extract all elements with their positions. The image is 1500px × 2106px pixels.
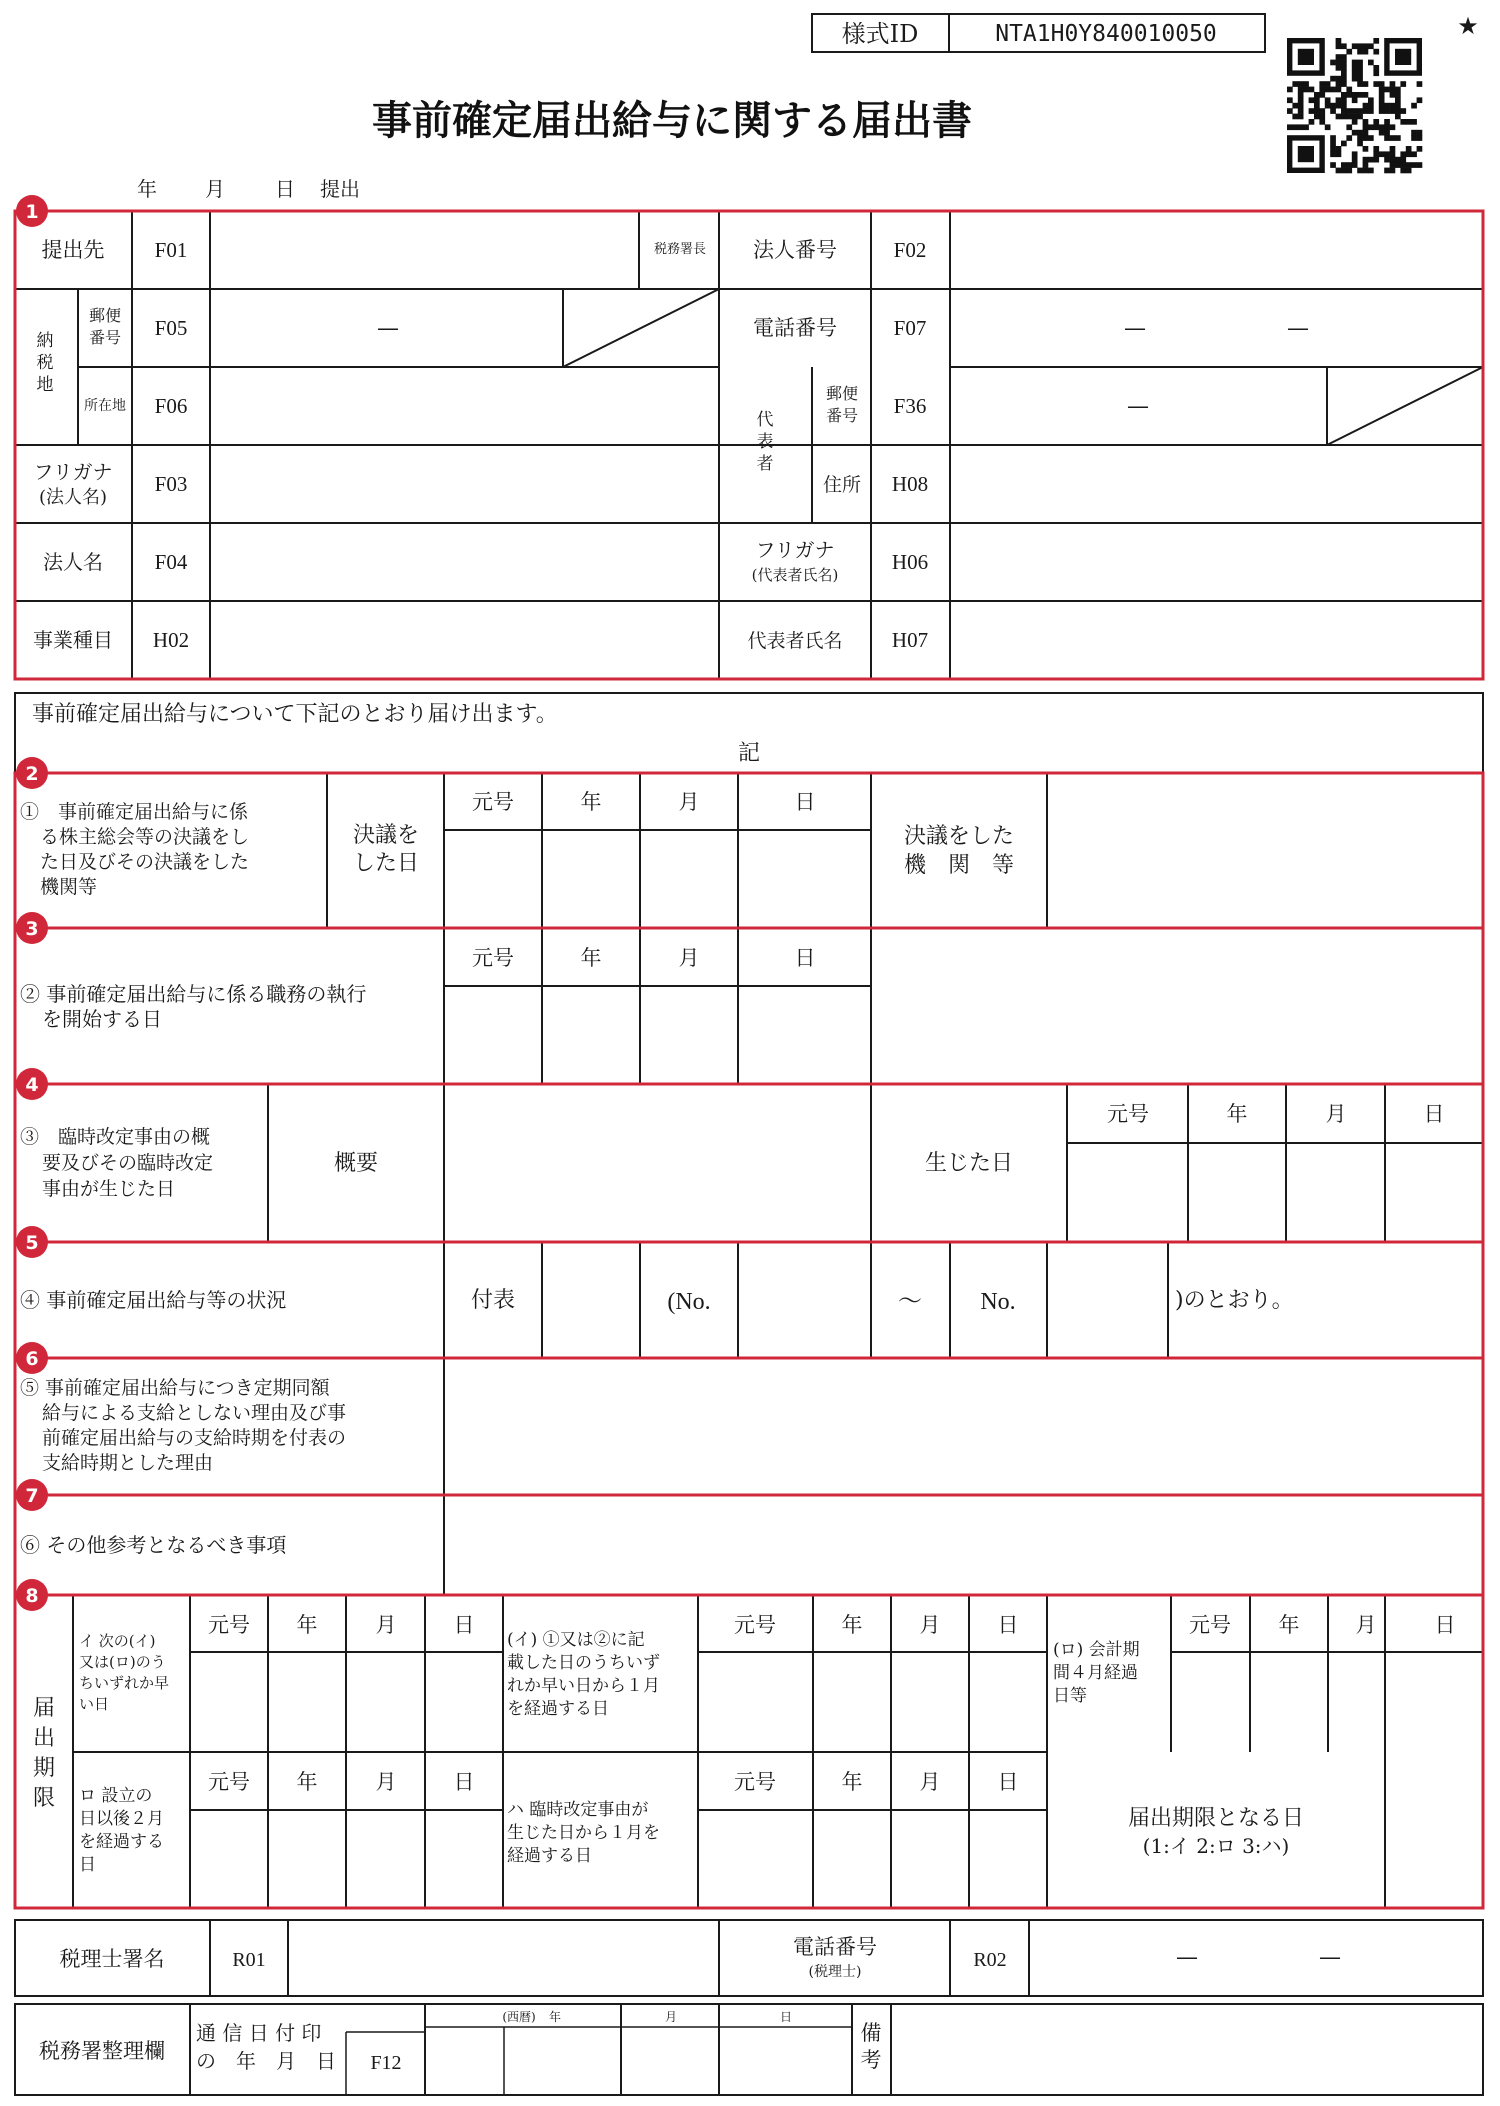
s4-label-1: ③ 臨時改定事由の概 <box>20 1126 211 1148</box>
section-badge-7 <box>16 1479 48 1511</box>
tax-accountant-label: 税理士署名 <box>59 1947 165 1971</box>
s4-era-head: 元号 <box>1107 1102 1149 1126</box>
s4-year-head: 年 <box>1226 1102 1248 1126</box>
section-badge-1 <box>16 195 48 227</box>
applicant-table <box>15 211 1483 679</box>
s8-d-era-head: 元号 <box>208 1770 250 1794</box>
s3-day-head: 日 <box>794 946 816 970</box>
rep-name-paren-label: (代表者氏名) <box>751 566 839 584</box>
s5-tilde: 〜 <box>898 1287 922 1315</box>
s8-a-era-head: 元号 <box>208 1613 250 1637</box>
section-badge-2-number: 2 <box>25 763 39 785</box>
s3-era-head: 元号 <box>472 946 514 970</box>
nozeichi-label-2: 税 <box>36 353 54 373</box>
s8-b-year-head: 年 <box>841 1613 863 1637</box>
s5-attached-label: 付表 <box>470 1288 516 1313</box>
s8-e-year-head: 年 <box>841 1770 863 1794</box>
s3-year-head: 年 <box>580 946 602 970</box>
f36-code: F36 <box>893 394 927 418</box>
f07-code: F07 <box>893 316 927 340</box>
corp-name-paren-label: (法人名) <box>38 487 108 508</box>
s8-ii-label-1: (イ) ①又は②に記 <box>507 1630 645 1650</box>
f03-code: F03 <box>154 472 188 496</box>
tax-office-head-label: 税務署長 <box>653 242 707 257</box>
s8-ha-label-3: 経過する日 <box>507 1846 592 1866</box>
business-type-label: 事業種目 <box>33 628 113 652</box>
date-year: 年 <box>137 177 157 201</box>
s8-ro-label-1: ロ 設立の <box>79 1786 153 1806</box>
s4-label-2: 要及びその臨時改定 <box>42 1152 214 1174</box>
s8-d-year-head: 年 <box>296 1770 318 1794</box>
s8-deadline-3: 期 <box>32 1756 56 1781</box>
intro-text: 事前確定届出給与について下記のとおり届け出ます。 <box>32 702 558 727</box>
s8-e-month-head: 月 <box>919 1770 941 1794</box>
r02-code: R02 <box>973 1949 1007 1971</box>
s6-label-3: 前確定届出給与の支給時期を付表の <box>42 1427 347 1449</box>
section-badge-1-number: 1 <box>25 201 39 223</box>
s8-i-label-3: ちいずれか早 <box>79 1674 170 1692</box>
phone-dash-1: — <box>1124 316 1146 341</box>
s8-i-label-1: イ 次の(イ) <box>79 1632 156 1650</box>
corp-number-label: 法人番号 <box>753 238 837 262</box>
s8-c-day-head: 日 <box>1434 1613 1456 1637</box>
s5-close: )のとおり。 <box>1175 1288 1294 1313</box>
s4-label-3: 事由が生じた日 <box>42 1178 176 1200</box>
s8-ha-label-1: ハ 臨時改定事由が <box>507 1800 649 1820</box>
ta-phone-sub: (税理士) <box>808 1964 862 1980</box>
section-4-frame <box>15 1084 1483 1242</box>
s8-ro-top-3: 日等 <box>1053 1686 1087 1706</box>
s8-a-month-head: 月 <box>375 1613 397 1637</box>
rep-label-2: 表 <box>756 432 774 452</box>
s6-label-1: ⑤ 事前確定届出給与につき定期同額 <box>20 1377 330 1399</box>
date-submitted: 提出 <box>320 177 360 201</box>
form-id-label: 様式ID <box>841 20 919 48</box>
office-month-label: 月 <box>664 2010 678 2024</box>
rep-label-3: 者 <box>756 454 774 474</box>
ta-phone-dash-2: — <box>1319 1945 1341 1970</box>
phone-label: 電話番号 <box>753 316 837 340</box>
s2-resolved-date-2: した日 <box>352 851 420 876</box>
section-badge-2 <box>16 757 48 789</box>
s8-deadline-day-1: 届出期限となる日 <box>1127 1806 1305 1831</box>
s2-label-3: た日及びその決議をした <box>40 851 250 873</box>
section-badge-3-number: 3 <box>25 918 39 940</box>
s8-ro-label-4: 日 <box>79 1855 96 1875</box>
rep-name-label: 代表者氏名 <box>747 630 843 652</box>
form-id-value: NTA1H0Y840010050 <box>995 21 1217 47</box>
s8-ii-label-4: を経過する日 <box>507 1699 609 1719</box>
s8-ii-label-3: れか早い日から１月 <box>507 1676 660 1696</box>
s2-resolved-date-1: 決議を <box>352 823 420 848</box>
section-badge-7-number: 7 <box>25 1485 39 1507</box>
submit-to-label: 提出先 <box>41 238 105 262</box>
office-day-label: 日 <box>779 2010 793 2024</box>
s8-deadline-1: 届 <box>32 1696 56 1721</box>
s2-day-head: 日 <box>794 790 816 814</box>
rep-postal-label-2: 番号 <box>825 406 859 425</box>
f02-code: F02 <box>893 238 927 262</box>
s8-ro-top-1: (ロ) 会計期 <box>1053 1640 1140 1660</box>
phone-dash-2: — <box>1287 316 1309 341</box>
s8-d-month-head: 月 <box>375 1770 397 1794</box>
s8-c-year-head: 年 <box>1278 1613 1300 1637</box>
seireki-label: (西暦) <box>502 2010 536 2024</box>
s8-deadline-2: 出 <box>32 1726 56 1751</box>
ki-label: 記 <box>737 741 761 766</box>
h06-code: H06 <box>891 550 929 574</box>
postal-label-1: 郵便 <box>88 306 122 325</box>
section-badge-4-number: 4 <box>25 1074 39 1096</box>
s8-b-month-head: 月 <box>919 1613 941 1637</box>
s2-organ-1: 決議をした <box>903 824 1015 849</box>
s4-month-head: 月 <box>1325 1102 1347 1126</box>
s3-label-2: を開始する日 <box>42 1007 162 1031</box>
office-year-label: 年 <box>548 2010 562 2024</box>
date-day: 日 <box>275 177 295 201</box>
s4-day-head: 日 <box>1423 1102 1445 1126</box>
rep-postal-dash: — <box>1127 394 1149 419</box>
qr-code-icon <box>1287 38 1422 173</box>
h02-code: H02 <box>152 628 190 652</box>
s2-organ-2: 機 関 等 <box>903 853 1015 878</box>
postal-label-2: 番号 <box>88 328 122 347</box>
s8-i-label-4: い日 <box>79 1695 110 1713</box>
s8-c-era-head: 元号 <box>1189 1613 1231 1637</box>
section-badge-3 <box>16 912 48 944</box>
date-month: 月 <box>205 177 225 201</box>
s8-e-era-head: 元号 <box>734 1770 776 1794</box>
s7-label: ⑥ その他参考となるべき事項 <box>20 1533 287 1557</box>
s8-deadline-day-2: (1:イ 2:ロ 3:ハ) <box>1142 1834 1290 1858</box>
s8-ro-label-3: を経過する <box>79 1832 164 1852</box>
f06-code: F06 <box>154 394 188 418</box>
s4-summary-label: 概要 <box>333 1151 379 1176</box>
s6-label-4: 支給時期とした理由 <box>42 1452 214 1474</box>
s2-year-head: 年 <box>580 790 602 814</box>
s8-a-day-head: 日 <box>453 1613 475 1637</box>
s5-no-open: (No. <box>667 1289 711 1315</box>
s3-label-1: ② 事前確定届出給与に係る職務の執行 <box>20 982 367 1006</box>
f12-code: F12 <box>370 2052 402 2074</box>
remarks-label-1: 備 <box>860 2021 882 2045</box>
rep-label-1: 代 <box>756 410 774 430</box>
s5-no: No. <box>980 1289 1016 1315</box>
s8-d-day-head: 日 <box>453 1770 475 1794</box>
s8-ro-label-2: 日以後２月 <box>79 1809 164 1829</box>
s8-b-day-head: 日 <box>997 1613 1019 1637</box>
rep-furigana-label: フリガナ <box>755 538 835 562</box>
section-badge-6-number: 6 <box>25 1348 39 1370</box>
s2-label-1: ① 事前確定届出給与に係 <box>20 801 249 823</box>
f01-code: F01 <box>154 238 188 262</box>
rep-postal-label-1: 郵便 <box>825 384 859 403</box>
furigana-label: フリガナ <box>33 460 113 484</box>
remarks-label-2: 考 <box>860 2048 882 2072</box>
ta-phone-dash-1: — <box>1176 1945 1198 1970</box>
office-use-label: 税務署整理欄 <box>39 2039 165 2063</box>
s2-label-2: る株主総会等の決議をし <box>40 826 250 848</box>
h08-code: H08 <box>891 472 929 496</box>
s8-c-month-head: 月 <box>1355 1613 1377 1637</box>
address-label: 所在地 <box>84 398 126 414</box>
s5-label: ④ 事前確定届出給与等の状況 <box>20 1288 287 1312</box>
section-badge-4 <box>16 1068 48 1100</box>
s3-month-head: 月 <box>678 946 700 970</box>
nozeichi-label-1: 納 <box>36 331 54 351</box>
form-title: 事前確定届出給与に関する届出書 <box>372 98 972 144</box>
corp-name-label: 法人名 <box>43 550 103 574</box>
s2-label-4: 機関等 <box>40 876 98 898</box>
section-badge-8 <box>16 1579 48 1611</box>
s8-b-era-head: 元号 <box>734 1613 776 1637</box>
comm-stamp-label-1: 通 信 日 付 印 <box>196 2021 322 2045</box>
section-badge-5 <box>16 1226 48 1258</box>
s6-label-2: 給与による支給としない理由及び事 <box>42 1402 347 1424</box>
r01-code: R01 <box>232 1949 266 1971</box>
s8-deadline-4: 限 <box>32 1786 56 1811</box>
ta-phone-label: 電話番号 <box>793 1935 877 1959</box>
s2-month-head: 月 <box>678 790 700 814</box>
comm-stamp-label-2: の 年 月 日 <box>196 2049 336 2073</box>
s8-a-year-head: 年 <box>296 1613 318 1637</box>
f04-code: F04 <box>154 550 188 574</box>
section-badge-5-number: 5 <box>25 1232 39 1254</box>
star-mark: ★ <box>1457 12 1479 40</box>
s8-e-day-head: 日 <box>997 1770 1019 1794</box>
s8-i-label-2: 又は(ロ)のう <box>79 1653 166 1671</box>
h07-code: H07 <box>891 628 929 652</box>
section-badge-8-number: 8 <box>25 1585 39 1607</box>
s8-ii-label-2: 載した日のうちいず <box>507 1653 660 1673</box>
f05-code: F05 <box>154 316 188 340</box>
section-3-frame <box>15 928 1483 1084</box>
s8-ha-label-2: 生じた日から１月を <box>507 1823 660 1843</box>
s4-occurred-label: 生じた日 <box>924 1151 1014 1176</box>
postal-dash: — <box>377 316 399 341</box>
nozeichi-label-3: 地 <box>36 375 54 395</box>
rep-address-label: 住所 <box>822 474 862 496</box>
s2-era-head: 元号 <box>472 790 514 814</box>
s8-ro-top-2: 間４月経過 <box>1053 1663 1138 1683</box>
section-badge-6 <box>16 1342 48 1374</box>
